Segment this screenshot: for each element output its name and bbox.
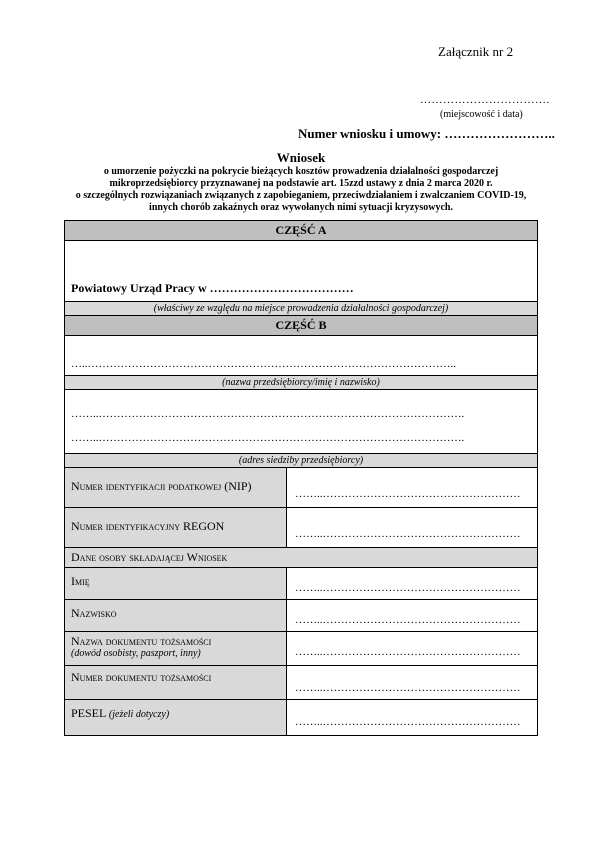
id-doc-name-dots: ……..……………………………………………… [295,646,521,658]
place-date-caption: (miejscowość i data) [440,109,523,120]
office-caption: (właściwy ze względu na miejsce prowadzenia działalności gospodarczej) [65,302,537,316]
id-doc-name-note: (dowód osobisty, paszport, inny) [71,648,201,659]
business-address-field[interactable] [65,390,537,454]
pesel-note: (jeżeli dotyczy) [108,709,170,720]
nip-row [65,468,537,508]
first-name-dots: ……..……………………………………………… [295,582,521,594]
annex-label: Załącznik nr 2 [438,44,514,59]
first-name-label-cell [65,568,287,599]
pesel-dots: ……..……………………………………………… [295,716,521,728]
id-doc-number-dots: ……..……………………………………………… [295,682,521,694]
subtitle-line: innych chorób zakaźnych oraz wywołanych nimi sytuacji kryzysowych. [149,202,453,213]
nip-label: Numer identyfikacji podatkowej (NIP) [71,479,252,493]
id-doc-name-row [65,632,537,666]
business-name-dots: …..……………………………………………………………………………………….. [71,358,456,370]
business-name-field[interactable] [65,336,537,376]
regon-dots: ……..……………………………………………… [295,528,521,540]
title-block [64,150,538,214]
pesel-row [65,700,537,735]
id-doc-name-field[interactable] [287,632,537,665]
regon-label: Numer identyfikacyjny REGON [71,519,225,533]
part-a-header: CZĘŚĆ A [65,221,537,241]
pesel-label-cell [65,700,287,735]
id-doc-number-field[interactable] [287,666,537,699]
application-number-field[interactable]: Numer wniosku i umowy: …………………….. [298,126,555,141]
person-section-header: Dane osoby składającej Wniosek [65,548,537,568]
part-b-header: CZĘŚĆ B [65,316,537,336]
regon-label-cell [65,508,287,547]
first-name-field[interactable] [287,568,537,599]
regon-row [65,508,537,548]
nip-label-cell [65,468,287,507]
document-title: Wniosek [276,150,326,165]
office-label: Powiatowy Urząd Pracy w ……………………………… [71,281,354,295]
last-name-row [65,600,537,632]
place-date-field[interactable]: ……………………………. [420,94,550,106]
nip-dots: ……..……………………………………………… [295,488,521,500]
nip-field[interactable] [287,468,537,507]
last-name-label: Nazwisko [71,606,117,620]
business-name-caption: (nazwa przedsiębiorcy/imię i nazwisko) [65,376,537,390]
id-doc-name-label: Nazwa dokumentu tożsamości [71,634,212,648]
subtitle-line: mikroprzedsiębiorcy przyznawanej na podstawie art. 15zzd ustawy z dnia 2 marca 2020 r. [109,178,493,189]
last-name-field[interactable] [287,600,537,631]
id-doc-number-label-cell [65,666,287,699]
address-dots-line: ……..………………………………………………………………………………………. [71,408,465,420]
last-name-dots: ……..……………………………………………… [295,614,521,626]
last-name-label-cell [65,600,287,631]
subtitle-line: o umorzenie pożyczki na pokrycie bieżących kosztów prowadzenia działalności gospodarczej [103,166,499,177]
pesel-label: PESEL [71,706,106,720]
id-doc-name-label-cell [65,632,287,665]
pesel-label-wrap [71,706,169,721]
id-doc-number-label: Numer dokumentu tożsamości [71,670,212,684]
first-name-row [65,568,537,600]
first-name-label: Imię [71,574,90,588]
regon-field[interactable] [287,508,537,547]
subtitle-line: o szczególnych rozwiązaniach związanych z zapobieganiem, przeciwdziałaniem i zwalczaniem COVID-19, [75,190,527,201]
pesel-field[interactable] [287,700,537,735]
id-doc-number-row [65,666,537,700]
address-dots-line: ……..………………………………………………………………………………………. [71,432,465,444]
office-field[interactable] [65,241,537,302]
application-form [64,220,538,736]
business-address-caption: (adres siedziby przedsiębiorcy) [65,454,537,468]
